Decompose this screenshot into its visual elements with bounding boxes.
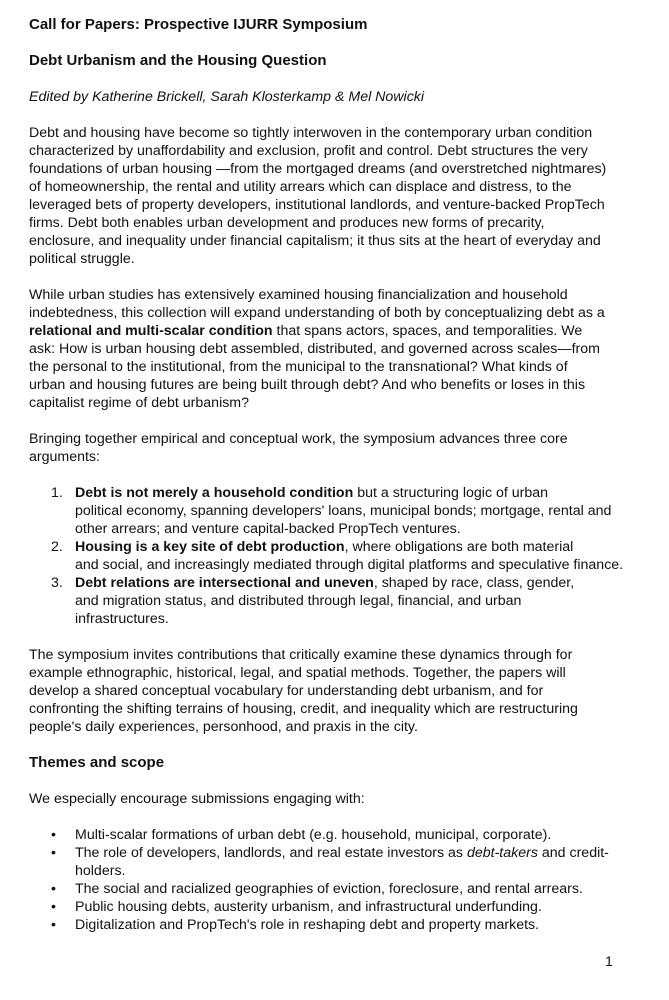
text-line: capitalist regime of debt urbanism? xyxy=(29,395,250,411)
text-line: characterized by unaffordability and exclusion, profit and control. Debt structures the very xyxy=(29,143,588,159)
text-line: example ethnographic, historical, legal, and spatial methods. Together, the papers will xyxy=(29,665,566,681)
list-item xyxy=(29,898,627,916)
list-item xyxy=(29,484,627,502)
text-line xyxy=(29,322,627,340)
emphasis-text: Debt is not merely a household condition xyxy=(75,485,354,501)
bullet-icon: • xyxy=(51,827,56,843)
list-item-continuation: infrastructures. xyxy=(75,611,169,627)
list-item-continuation: and social, and increasingly mediated through digital platforms and speculative finance. xyxy=(75,557,624,573)
text-line: confronting the shifting terrains of housing, credit, and inequality which are restructuring xyxy=(29,701,578,717)
text-line: arguments: xyxy=(29,449,100,465)
text-span: The social and racialized geographies of eviction, foreclosure, and rental arrears. xyxy=(75,881,583,897)
text-span: but a structuring logic of urban xyxy=(353,485,549,501)
list-number: 3. xyxy=(51,575,63,591)
list-item xyxy=(29,826,627,844)
text-span: Multi-scalar formations of urban debt (e.g. household, municipal, corporate). xyxy=(75,827,552,843)
list-item-continuation: political economy, spanning developers' loans, municipal bonds; mortgage, rental and xyxy=(75,503,612,519)
list-item xyxy=(29,574,627,592)
paragraph-collection xyxy=(29,286,627,412)
document-title: Call for Papers: Prospective IJURR Symposium xyxy=(29,16,368,33)
text-line: Bringing together empirical and conceptual work, the symposium advances three core xyxy=(29,431,568,447)
list-item-continuation: other arrears; and venture capital-backed PropTech ventures. xyxy=(75,521,461,537)
text-span: that spans actors, spaces, and temporalities. We xyxy=(272,323,583,339)
text-line: of homeownership, the rental and utility arrears which can displace and distress, to the xyxy=(29,179,572,195)
text-span: , where obligations are both material xyxy=(344,539,574,555)
text-line: political struggle. xyxy=(29,251,135,267)
text-line: people's daily experiences, personhood, and praxis in the city. xyxy=(29,719,418,735)
list-item-continuation: and migration status, and distributed through legal, financial, and urban xyxy=(75,593,522,609)
text-span: , shaped by race, class, gender, xyxy=(373,575,575,591)
text-line: firms. Debt both enables urban development and produces new forms of precarity, xyxy=(29,215,545,231)
text-line: enclosure, and inequality under financial capitalism; it thus sits at the heart of everyday and xyxy=(29,233,601,249)
emphasis-text: relational and multi-scalar condition xyxy=(29,323,273,339)
bullet-icon: • xyxy=(51,917,56,933)
text-line: indebtedness, this collection will expand understanding of both by conceptualizing debt as a xyxy=(29,305,605,321)
arguments-list xyxy=(29,484,627,628)
bullet-icon: • xyxy=(51,845,56,861)
document-page xyxy=(29,16,627,934)
editors-line: Edited by Katherine Brickell, Sarah Klosterkamp & Mel Nowicki xyxy=(29,89,425,105)
text-span: Public housing debts, austerity urbanism, and infrastructural underfunding. xyxy=(75,899,542,915)
text-span: and credit- xyxy=(537,845,609,861)
emphasis-text: Debt relations are intersectional and uneven xyxy=(75,575,374,591)
list-number: 2. xyxy=(51,539,63,555)
document-subtitle: Debt Urbanism and the Housing Question xyxy=(29,52,327,69)
text-line: the personal to the institutional, from the municipal to the transnational? What kinds of xyxy=(29,359,568,375)
bullet-icon: • xyxy=(51,881,56,897)
paragraph-arguments-intro xyxy=(29,430,627,466)
text-line: While urban studies has extensively examined housing financialization and household xyxy=(29,287,568,303)
text-line: leveraged bets of property developers, institutional landlords, and venture-backed PropTech xyxy=(29,197,605,213)
list-item xyxy=(29,844,627,862)
bullet-icon: • xyxy=(51,899,56,915)
themes-list xyxy=(29,826,627,934)
list-number: 1. xyxy=(51,485,63,501)
text-line: foundations of urban housing —from the mortgaged dreams (and overstretched nightmares) xyxy=(29,161,607,177)
list-item xyxy=(29,916,627,934)
page-number: 1 xyxy=(605,954,613,970)
text-span: The role of developers, landlords, and real estate investors as xyxy=(75,845,467,861)
text-span: Digitalization and PropTech's role in reshaping debt and property markets. xyxy=(75,917,540,933)
text-line: Debt and housing have become so tightly interwoven in the contemporary urban condition xyxy=(29,125,593,141)
paragraph-intro xyxy=(29,124,627,268)
paragraph-invitation xyxy=(29,646,627,736)
emphasis-text: Housing is a key site of debt production xyxy=(75,539,345,555)
text-line: develop a shared conceptual vocabulary for understanding debt urbanism, and for xyxy=(29,683,544,699)
list-item xyxy=(29,538,627,556)
themes-heading: Themes and scope xyxy=(29,754,165,771)
themes-intro: We especially encourage submissions engaging with: xyxy=(29,791,365,807)
text-line: urban and housing futures are being built through debt? And who benefits or loses in this xyxy=(29,377,586,393)
emphasis-text: debt-takers xyxy=(466,845,538,861)
list-item-continuation: holders. xyxy=(75,863,126,879)
list-item xyxy=(29,880,627,898)
text-line: ask: How is urban housing debt assembled, distributed, and governed across scales—from xyxy=(29,341,600,357)
text-line: The symposium invites contributions that critically examine these dynamics through for xyxy=(29,647,573,663)
